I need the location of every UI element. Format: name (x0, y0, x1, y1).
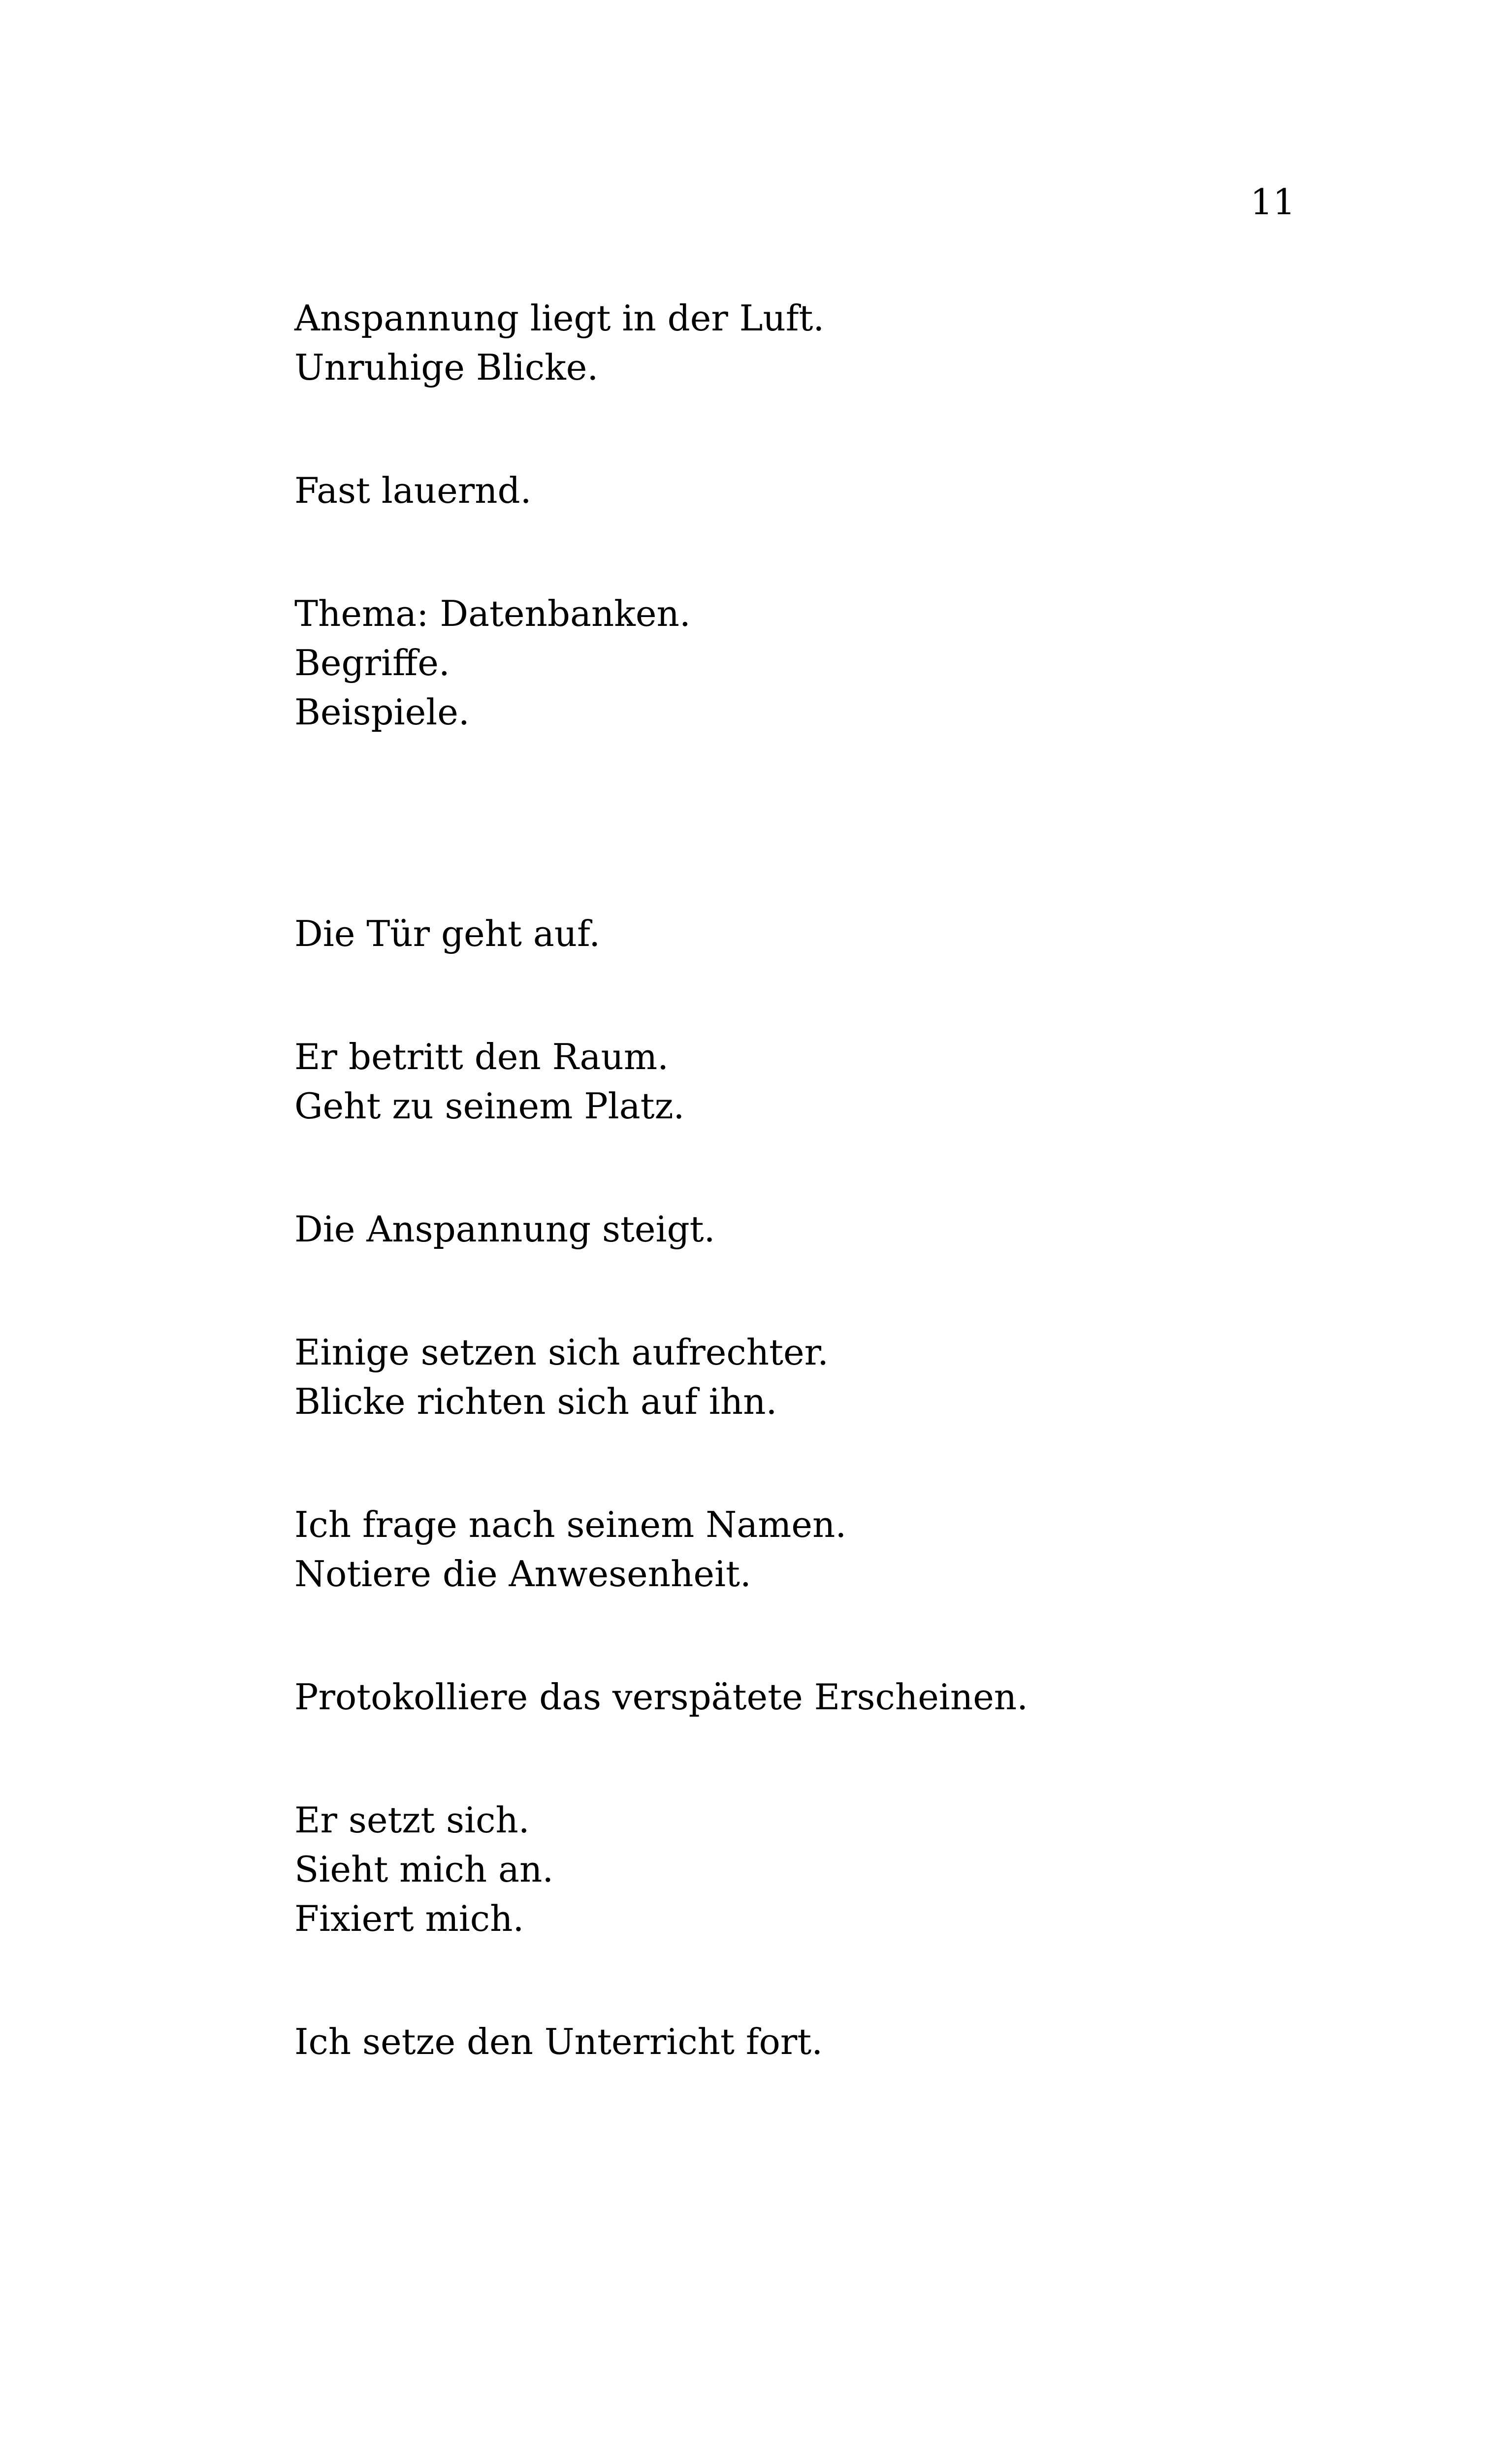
text-line: Ich setze den Unterricht fort. (294, 2021, 823, 2062)
text-line: Thema: Datenbanken. (294, 593, 691, 634)
text-line: Anspannung liegt in der Luft. (294, 297, 825, 339)
stanza (294, 466, 1328, 515)
stanza (294, 909, 1328, 958)
stanza (294, 293, 1328, 392)
stanza (294, 589, 1328, 737)
text-line: Beispiele. (294, 691, 470, 733)
text-line: Ich frage nach seinem Namen. (294, 1504, 847, 1545)
stanza (294, 1795, 1328, 1943)
text-line: Er betritt den Raum. (294, 1036, 669, 1077)
text-line: Begriffe. (294, 642, 450, 684)
body-text (294, 293, 1328, 2140)
text-line: Geht zu seinem Platz. (294, 1085, 685, 1127)
stanza (294, 2017, 1328, 2066)
text-line: Einige setzen sich aufrechter. (294, 1332, 829, 1373)
stanza (294, 1500, 1328, 1598)
text-line: Die Anspannung steigt. (294, 1208, 715, 1250)
text-line: Fast lauernd. (294, 470, 532, 511)
stanza (294, 1672, 1328, 1722)
stanza (294, 1032, 1328, 1131)
page-number: 11 (1250, 181, 1295, 223)
text-line: Die Tür geht auf. (294, 913, 601, 954)
text-line: Protokolliere das verspätete Erscheinen. (294, 1676, 1029, 1718)
text-line: Unruhige Blicke. (294, 347, 599, 388)
text-line: Fixiert mich. (294, 1898, 524, 1939)
stanza (294, 1205, 1328, 1254)
text-line: Blicke richten sich auf ihn. (294, 1381, 777, 1422)
stanza (294, 1328, 1328, 1426)
text-line: Sieht mich an. (294, 1849, 554, 1890)
text-line: Notiere die Anwesenheit. (294, 1553, 751, 1595)
text-line: Er setzt sich. (294, 1799, 530, 1841)
